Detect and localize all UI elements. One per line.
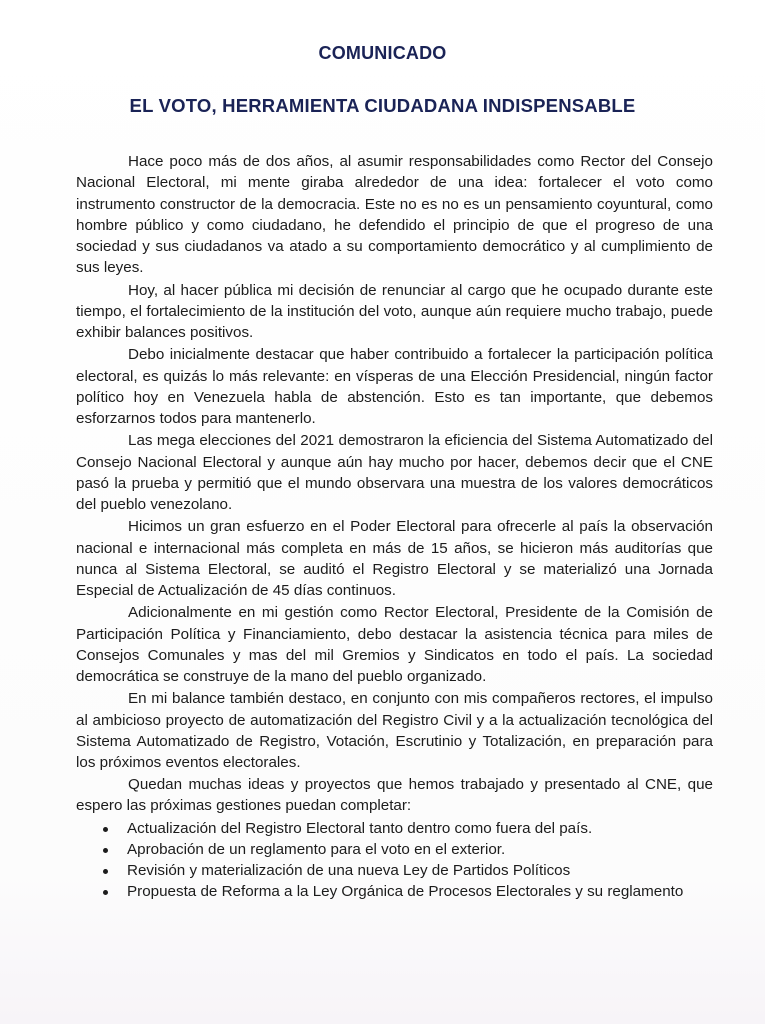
list-item-text: Revisión y materialización de una nueva Ley de Partidos Políticos (127, 862, 571, 880)
bullet-icon (103, 890, 108, 895)
bullet-icon (103, 827, 108, 832)
paragraph: Hoy, al hacer pública mi decisión de renunciar al cargo que he ocupado durante este tiempo, el fortalecimiento de la institución del voto, aunque aún requiere mucho trabajo, puede exhibir balances positivos. (76, 281, 713, 342)
list-item (76, 881, 713, 902)
list-item-text: Actualización del Registro Electoral tanto dentro como fuera del país. (127, 819, 593, 837)
bullet-icon (103, 869, 108, 874)
paragraph: Quedan muchas ideas y proyectos que hemos trabajado y presentado al CNE, que espero las próximas gestiones puedan completar: (76, 776, 713, 815)
document-heading: COMUNICADO (318, 43, 447, 63)
paragraph: Adicionalmente en mi gestión como Rector Electoral, Presidente de la Comisión de Participación Política y Financiamiento, debo destacar la asistencia técnica para miles de Consejos Comunales y mas del mil Gremios y Sindicatos en todo el país. La sociedad democrática se construye de la mano del pueblo organizado. (76, 604, 713, 686)
paragraph: Debo inicialmente destacar que haber contribuido a fortalecer la participación política electoral, es quizás lo más relevante: en vísperas de una Elección Presidencial, ningún factor político hoy en Venezuela habla de abstención. Esto es tan importante, que debemos esforzarnos todos para mantenerlo. (76, 346, 713, 428)
paragraph: En mi balance también destaco, en conjunto con mis compañeros rectores, el impulso al ambicioso proyecto de automatización del Registro Civil y a la actualización tecnológica del Sistema Automatizado de Registro, Votación, Escrutinio y Totalización, en preparación para los próximos eventos electorales. (76, 690, 713, 772)
list-item (76, 839, 713, 860)
pending-projects-list (76, 818, 713, 903)
document-body (76, 151, 713, 903)
paragraph: Las mega elecciones del 2021 demostraron la eficiencia del Sistema Automatizado del Consejo Nacional Electoral y aunque aún hay mucho por hacer, debemos decir que el CNE pasó la prueba y permitió que el mundo observara una muestra de los valores democráticos del pueblo venezolano. (76, 432, 713, 514)
list-item (76, 860, 713, 881)
bullet-icon (103, 848, 108, 853)
paragraph: Hace poco más de dos años, al asumir responsabilidades como Rector del Consejo Nacional Electoral, mi mente giraba alrededor de una idea: fortalecer el voto como instrumento constructor de la democracia. Este no es no es un pensamiento coyuntural, como hombre público y como ciudadano, he defendido el principio de que el progreso de una sociedad y sus ciudadanos va atado a su comportamiento democrático y al cumplimiento de sus leyes. (76, 153, 713, 277)
list-item-text: Propuesta de Reforma a la Ley Orgánica de Procesos Electorales y su reglamento (127, 883, 684, 901)
list-item-text: Aprobación de un reglamento para el voto en el exterior. (127, 840, 506, 858)
document-subheading: EL VOTO, HERRAMIENTA CIUDADANA INDISPENSABLE (129, 95, 636, 116)
list-item (76, 818, 713, 839)
paragraph: Hicimos un gran esfuerzo en el Poder Electoral para ofrecerle al país la observación nacional e internacional más completa en más de 15 años, se hicieron más auditorías que nunca al Sistema Electoral, se auditó el Registro Electoral y se materializó una Jornada Especial de Actualización de 45 días continuos. (76, 518, 713, 600)
